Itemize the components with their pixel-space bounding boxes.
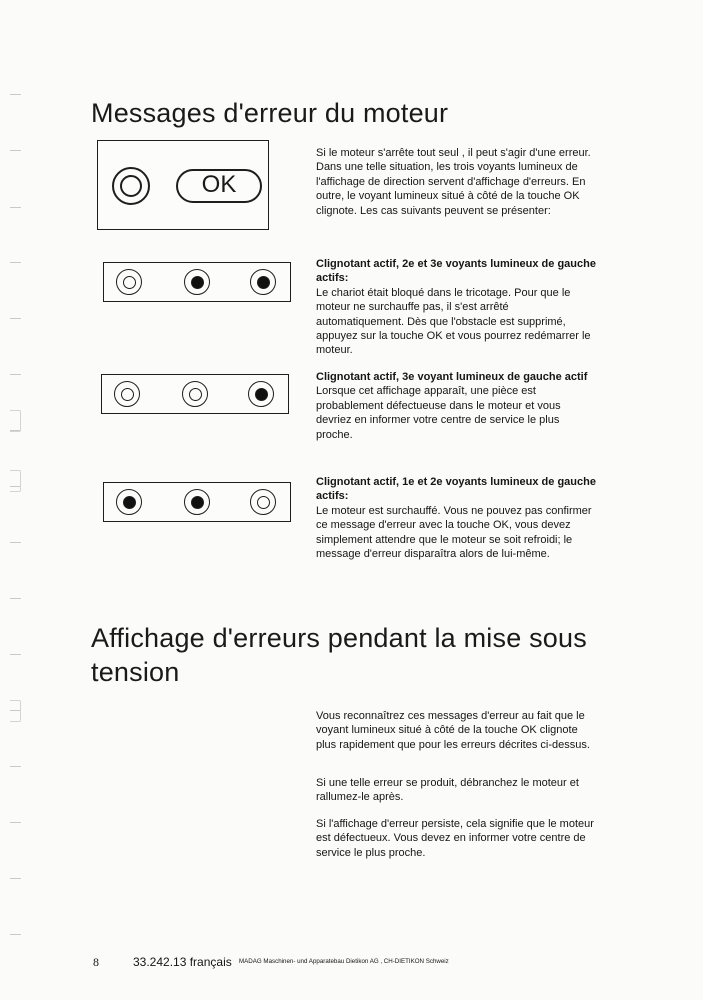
led-3-on — [248, 381, 274, 407]
ok-button-diagram: OK — [176, 169, 262, 203]
led-2-on — [184, 269, 210, 295]
led-panel-case-3 — [103, 482, 291, 522]
case-2-body: Lorsque cet affichage apparaît, une pièce est probablement défectueuse dans le moteur et vous devriez en informer votre centre de service le plus proche. — [316, 385, 561, 441]
led-3-on — [250, 269, 276, 295]
document-reference: 33.242.13 français — [133, 955, 232, 969]
ok-indicator-led — [112, 167, 150, 205]
power-on-paragraph-1: Vous reconnaîtrez ces messages d'erreur au fait que le voyant lumineux situé à côté de la touche OK clignote plus rapidement que pour les erreurs décrites ci-dessus. — [316, 710, 590, 751]
section-title-engine-errors: Messages d'erreur du moteur — [91, 98, 449, 128]
case-3-body: Le moteur est surchauffé. Vous ne pouvez pas confirmer ce message d'erreur avec la touche OK, vous devez simplement attendre que le moteur se soit refroidi; le message d'erreur disparaîtra alors de lui-même. — [316, 504, 592, 561]
led-2-on — [184, 489, 210, 515]
company-line: MADAG Maschinen- und Apparatebau Dietikon AG , CH-DIETIKON Schweiz — [239, 958, 449, 965]
led-3-off — [250, 489, 276, 515]
led-1-off — [114, 381, 140, 407]
led-1-off — [116, 269, 142, 295]
section-title-power-on-errors: Affichage d'erreurs pendant la mise sous tension — [91, 623, 587, 687]
page-number: 8 — [93, 955, 99, 969]
case-1-body: Le chariot était bloqué dans le tricotage. Pour que le moteur ne surchauffe pas, il s'est arrêté automatiquement. Dès que l'obstacle est supprimé, appuyez sur la touche OK et vous pourrez redémarrer le moteur. — [316, 286, 591, 357]
intro-paragraph: Si le moteur s'arrête tout seul , il peut s'agir d'une erreur. Dans une telle situation, les trois voyants lumineux de l'affichage de direction servent d'affichage d'erreurs. En outre, le voyant lumineux situé à côté de la touche OK clignote. Les cas suivants peuvent se présenter: — [316, 147, 591, 217]
led-2-off — [182, 381, 208, 407]
case-2-text — [316, 370, 596, 442]
led-panel-case-2 — [101, 374, 289, 414]
case-1-heading: Clignotant actif, 2e et 3e voyants lumineux de gauche actifs: — [316, 258, 596, 285]
ok-panel-diagram — [97, 140, 269, 230]
case-2-heading: Clignotant actif, 3e voyant lumineux de gauche actif — [316, 371, 588, 383]
case-3-heading: Clignotant actif, 1e et 2e voyants lumineux de gauche actifs: — [316, 476, 596, 503]
case-1-text — [316, 257, 596, 358]
power-on-paragraph-2: Si une telle erreur se produit, débranchez le moteur et rallumez-le après. — [316, 777, 579, 804]
led-panel-case-1 — [103, 262, 291, 302]
case-3-text — [316, 475, 596, 561]
led-1-on — [116, 489, 142, 515]
power-on-paragraph-3: Si l'affichage d'erreur persiste, cela signifie que le moteur est défectueux. Vous devez en informer votre centre de service le plus proche. — [316, 818, 594, 859]
